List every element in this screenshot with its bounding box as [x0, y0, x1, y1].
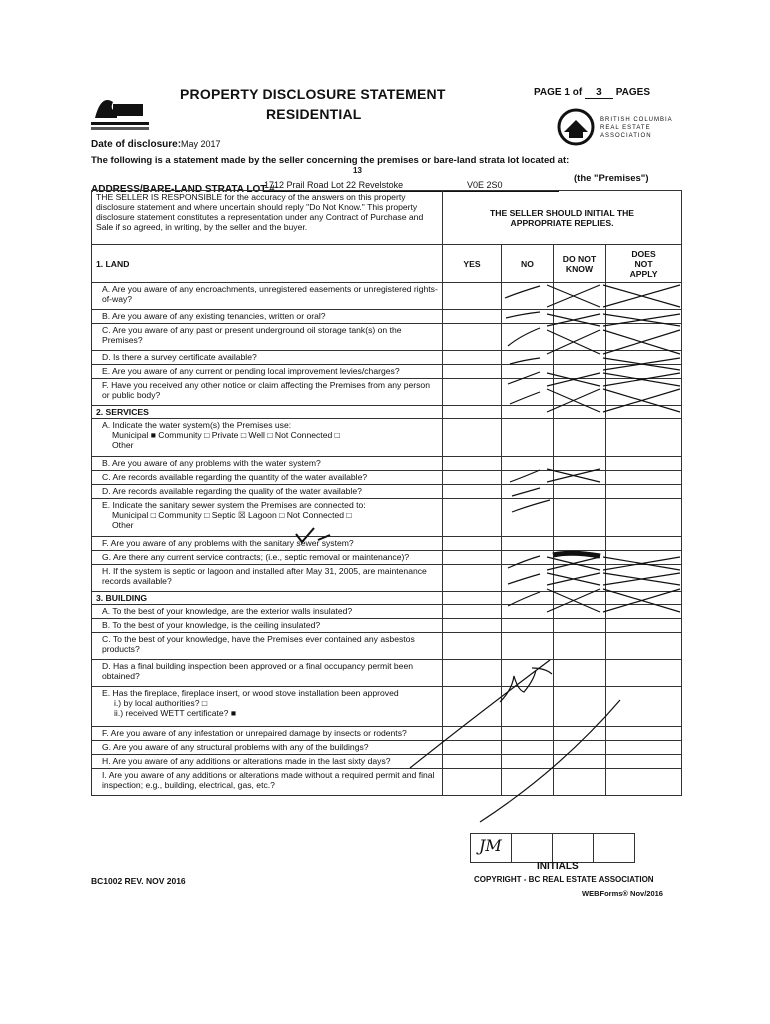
land-q-c: C. Are you aware of any past or present underground oil storage tank(s) on the Premises? — [92, 324, 443, 351]
land-q-f: F. Have you received any other notice or claim affecting the Premises from any person or public body? — [92, 379, 443, 406]
initials-cell-4[interactable] — [594, 834, 635, 863]
address-value: 1712 Prail Road Lot 22 Revelstoke — [264, 180, 404, 190]
building-q-h: H. Are you aware of any additions or alterations made in the last sixty days? — [92, 755, 443, 769]
date-label: Date of disclosure:May 2017 — [91, 139, 221, 150]
building-q-f: F. Are you aware of any infestation or unrepaired damage by insects or rodents? — [92, 727, 443, 741]
handwritten-initials: JM — [479, 836, 502, 855]
copyright: COPYRIGHT - BC REAL ESTATE ASSOCIATION — [474, 875, 654, 884]
building-q-b: B. To the best of your knowledge, is the ceiling insulated? — [92, 619, 443, 633]
postal-code: V0E 2S0 — [467, 180, 503, 190]
initials-cell-3[interactable] — [553, 834, 594, 863]
building-q-a: A. To the best of your knowledge, are the exterior walls insulated? — [92, 605, 443, 619]
statement-text: The following is a statement made by the seller concerning the premises or bare-land strata lot located at: — [91, 155, 570, 166]
services-q-b: B. Are you aware of any problems with the water system? — [92, 457, 443, 471]
initials-cell-1[interactable] — [471, 834, 512, 863]
building-q-g: G. Are you aware of any structural problems with any of the buildings? — [92, 741, 443, 755]
services-q-g: G. Are there any current service contracts; (i.e., septic removal or maintenance)? — [92, 551, 443, 565]
page-indicator: PAGE 1 of 3 PAGES — [534, 87, 650, 98]
building-q-i: I. Are you aware of any additions or alterations made without a required permit and final inspection; e.g., building, electrical, gas, etc.? — [92, 769, 443, 796]
section-land-title: 1. LAND — [92, 245, 443, 283]
address-label: ADDRESS/BARE-LAND STRATA LOT #: — [91, 184, 279, 195]
services-q-a: A. Indicate the water system(s) the Premises use: Municipal ■ Community □ Private □ Well □ Not Connected □ Other — [92, 419, 443, 457]
services-q-c: C. Are records available regarding the quantity of the water available? — [92, 471, 443, 485]
initials-box — [470, 833, 635, 863]
building-q-c: C. To the best of your knowledge, have the Premises ever contained any asbestos products? — [92, 633, 443, 660]
col-no: NO — [502, 245, 554, 283]
land-q-b: B. Are you aware of any existing tenancies, written or oral? — [92, 310, 443, 324]
lot-note: 13 — [353, 166, 362, 175]
bcrea-name: BRITISH COLUMBIA REAL ESTATE ASSOCIATION — [600, 117, 673, 139]
col-yes: YES — [443, 245, 502, 283]
land-q-e: E. Are you aware of any current or pending local improvement levies/charges? — [92, 365, 443, 379]
land-q-a: A. Are you aware of any encroachments, unregistered easements or unregistered rights-of-way? — [92, 283, 443, 310]
premises-label: (the "Premises") — [574, 173, 649, 184]
building-q-d: D. Has a final building inspection been approved or a final occupancy permit been obtained? — [92, 660, 443, 687]
services-q-e: E. Indicate the sanitary sewer system the Premises are connected to: Municipal □ Community □ Septic ☒ Lagoon □ Not Connected □ Other — [92, 499, 443, 537]
services-q-d: D. Are records available regarding the quality of the water available? — [92, 485, 443, 499]
col-do-not-know: DO NOT KNOW — [554, 245, 606, 283]
form-subtitle: RESIDENTIAL — [266, 106, 362, 122]
responsibility-text: THE SELLER IS RESPONSIBLE for the accuracy of the answers on this property disclosure statement and where uncertain should reply "Do Not Know." This property disclosure statement constitutes a representation under any Contract of Purchase and Sale if so agreed, in writing, by the seller and the buyer. — [92, 191, 443, 245]
building-q-e: E. Has the fireplace, fireplace insert, or wood stove installation been approved i.) by local authorities? □ ii.) received WETT certificate? ■ — [92, 687, 443, 727]
land-q-d: D. Is there a survey certificate available? — [92, 351, 443, 365]
section-services-title: 2. SERVICES — [92, 406, 443, 419]
col-does-not-apply: DOES NOT APPLY — [606, 245, 682, 283]
initials-label: INITIALS — [537, 861, 579, 872]
webforms: WEBForms® Nov/2016 — [582, 889, 663, 898]
form-title: PROPERTY DISCLOSURE STATEMENT — [180, 86, 446, 102]
services-q-h: H. If the system is septic or lagoon and installed after May 31, 2005, are maintenance records available? — [92, 565, 443, 592]
section-building-title: 3. BUILDING — [92, 592, 443, 605]
initials-cell-2[interactable] — [512, 834, 553, 863]
initial-note: THE SELLER SHOULD INITIAL THE APPROPRIATE REPLIES. — [443, 191, 682, 245]
services-q-f: F. Are you aware of any problems with the sanitary sewer system? — [92, 537, 443, 551]
form-code: BC1002 REV. NOV 2016 — [91, 876, 186, 886]
